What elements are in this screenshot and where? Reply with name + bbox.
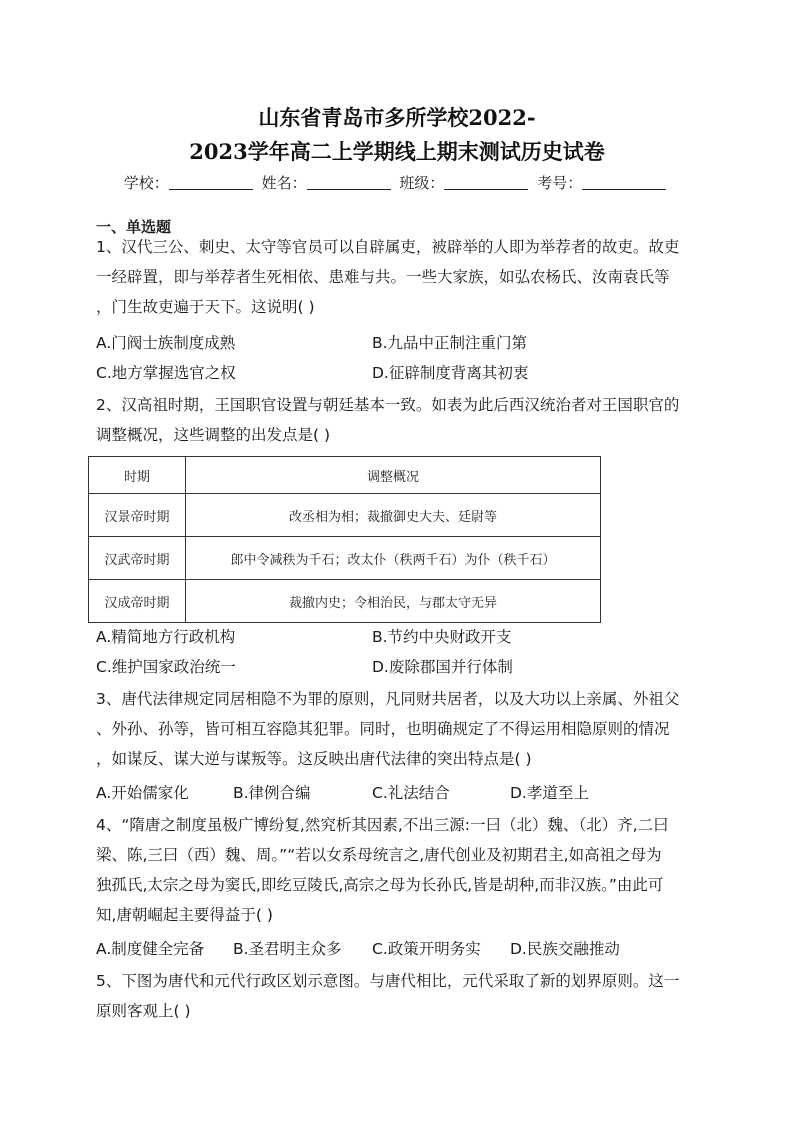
question-2-option-c[interactable]: C.维护国家政治统一 bbox=[96, 658, 236, 676]
table-row bbox=[89, 494, 601, 537]
question-4-option-c[interactable]: C.政策开明务实 bbox=[372, 940, 481, 958]
question-5-line: 原则客观上( ) bbox=[96, 1002, 191, 1020]
table-cell: 改丞相为相；裁撤御史大夫、廷尉等 bbox=[186, 494, 601, 537]
exam-title-line1: 山东省青岛市多所学校2022- bbox=[258, 105, 536, 130]
table-cell: 裁撤内史；令相治民，与郡太守无异 bbox=[186, 580, 601, 623]
field-school-blank[interactable] bbox=[169, 175, 253, 190]
question-1-stem bbox=[96, 232, 700, 322]
question-1-line: ，门生故吏遍于天下。这说明( ) bbox=[96, 298, 315, 316]
question-1-option-b[interactable]: B.九品中正制注重门第 bbox=[372, 334, 528, 352]
question-2-option-b[interactable]: B.节约中央财政开支 bbox=[372, 628, 512, 646]
question-4-line: 4、“隋唐之制度虽极广博纷复,然究析其因素,不出三源:一曰（北）魏、（北）齐,二曰 bbox=[96, 816, 669, 834]
question-1-option-a[interactable]: A.门阀士族制度成熟 bbox=[96, 334, 236, 352]
section-title: 一、单选题 bbox=[96, 218, 172, 236]
question-5-stem bbox=[96, 966, 700, 1026]
table-cell: 汉成帝时期 bbox=[89, 580, 186, 623]
question-1-option-c[interactable]: C.地方掌握选官之权 bbox=[96, 364, 236, 382]
field-exam-number-blank[interactable] bbox=[582, 175, 666, 190]
field-exam-number-label: 考号： bbox=[537, 174, 583, 192]
question-3-option-a[interactable]: A.开始儒家化 bbox=[96, 784, 189, 802]
table-header-cell: 时期 bbox=[89, 457, 186, 494]
question-3-line: ，如谋反、谋大逆与谋叛等。这反映出唐代法律的突出特点是( ) bbox=[96, 750, 532, 768]
question-1-option-d[interactable]: D.征辟制度背离其初衷 bbox=[372, 364, 529, 382]
table-cell: 郎中令减秩为千石；改太仆（秩两千石）为仆（秩千石） bbox=[186, 537, 601, 580]
question-2-stem bbox=[96, 390, 700, 450]
question-3-line: 、外孙、孙等，皆可相互容隐其犯罪。同时，也明确规定了不得运用相隐原则的情况 bbox=[96, 720, 670, 738]
question-3-option-b[interactable]: B.律例合编 bbox=[233, 784, 311, 802]
exam-title-line2: 2023学年高二上学期线上期末测试历史试卷 bbox=[189, 139, 605, 164]
question-3-stem bbox=[96, 684, 700, 774]
table-cell: 汉景帝时期 bbox=[89, 494, 186, 537]
field-name-blank[interactable] bbox=[307, 175, 391, 190]
question-4-option-a[interactable]: A.制度健全完备 bbox=[96, 940, 205, 958]
question-3-option-c[interactable]: C.礼法结合 bbox=[372, 784, 450, 802]
table-header-row bbox=[89, 457, 601, 494]
question-2-option-d[interactable]: D.废除郡国并行体制 bbox=[372, 658, 513, 676]
question-4-line: 梁、陈,三曰（西）魏、周。”“若以女系母统言之,唐代创业及初期君主,如高祖之母为 bbox=[96, 846, 662, 864]
question-4-option-b[interactable]: B.圣君明主众多 bbox=[233, 940, 342, 958]
table-cell: 汉武帝时期 bbox=[89, 537, 186, 580]
field-class-label: 班级： bbox=[399, 174, 445, 192]
table-row bbox=[89, 537, 601, 580]
student-info-row bbox=[0, 172, 794, 193]
question-5-line: 5、下图为唐代和元代行政区划示意图。与唐代相比，元代采取了新的划界原则。这一 bbox=[96, 972, 680, 990]
question-3-option-d[interactable]: D.孝道至上 bbox=[510, 784, 589, 802]
question-1-line: 一经辟置，即与举荐者生死相依、患难与共。一些大家族，如弘农杨氏、汝南袁氏等 bbox=[96, 268, 670, 286]
question-2-option-a[interactable]: A.精简地方行政机构 bbox=[96, 628, 236, 646]
question-2-table bbox=[88, 456, 601, 623]
question-4-line: 知,唐朝崛起主要得益于( ) bbox=[96, 906, 273, 924]
table-header-cell: 调整概况 bbox=[186, 457, 601, 494]
question-3-line: 3、唐代法律规定同居相隐不为罪的原则，凡同财共居者，以及大功以上亲属、外祖父 bbox=[96, 690, 680, 708]
question-2-line: 调整概况，这些调整的出发点是( ) bbox=[96, 426, 331, 444]
question-4-stem bbox=[96, 810, 700, 930]
field-class-blank[interactable] bbox=[444, 175, 528, 190]
table-row bbox=[89, 580, 601, 623]
question-1-line: 1、汉代三公、刺史、太守等官员可以自辟属吏，被辟举的人即为举荐者的故吏。故吏 bbox=[96, 238, 680, 256]
question-4-line: 独孤氏,太宗之母为窦氏,即纥豆陵氏,高宗之母为长孙氏,皆是胡种,而非汉族。”由此可 bbox=[96, 876, 664, 894]
question-4-option-d[interactable]: D.民族交融推动 bbox=[510, 940, 620, 958]
field-name-label: 姓名： bbox=[261, 174, 307, 192]
field-school-label: 学校： bbox=[123, 174, 169, 192]
question-2-line: 2、汉高祖时期，王国职官设置与朝廷基本一致。如表为此后西汉统治者对王国职官的 bbox=[96, 396, 680, 414]
